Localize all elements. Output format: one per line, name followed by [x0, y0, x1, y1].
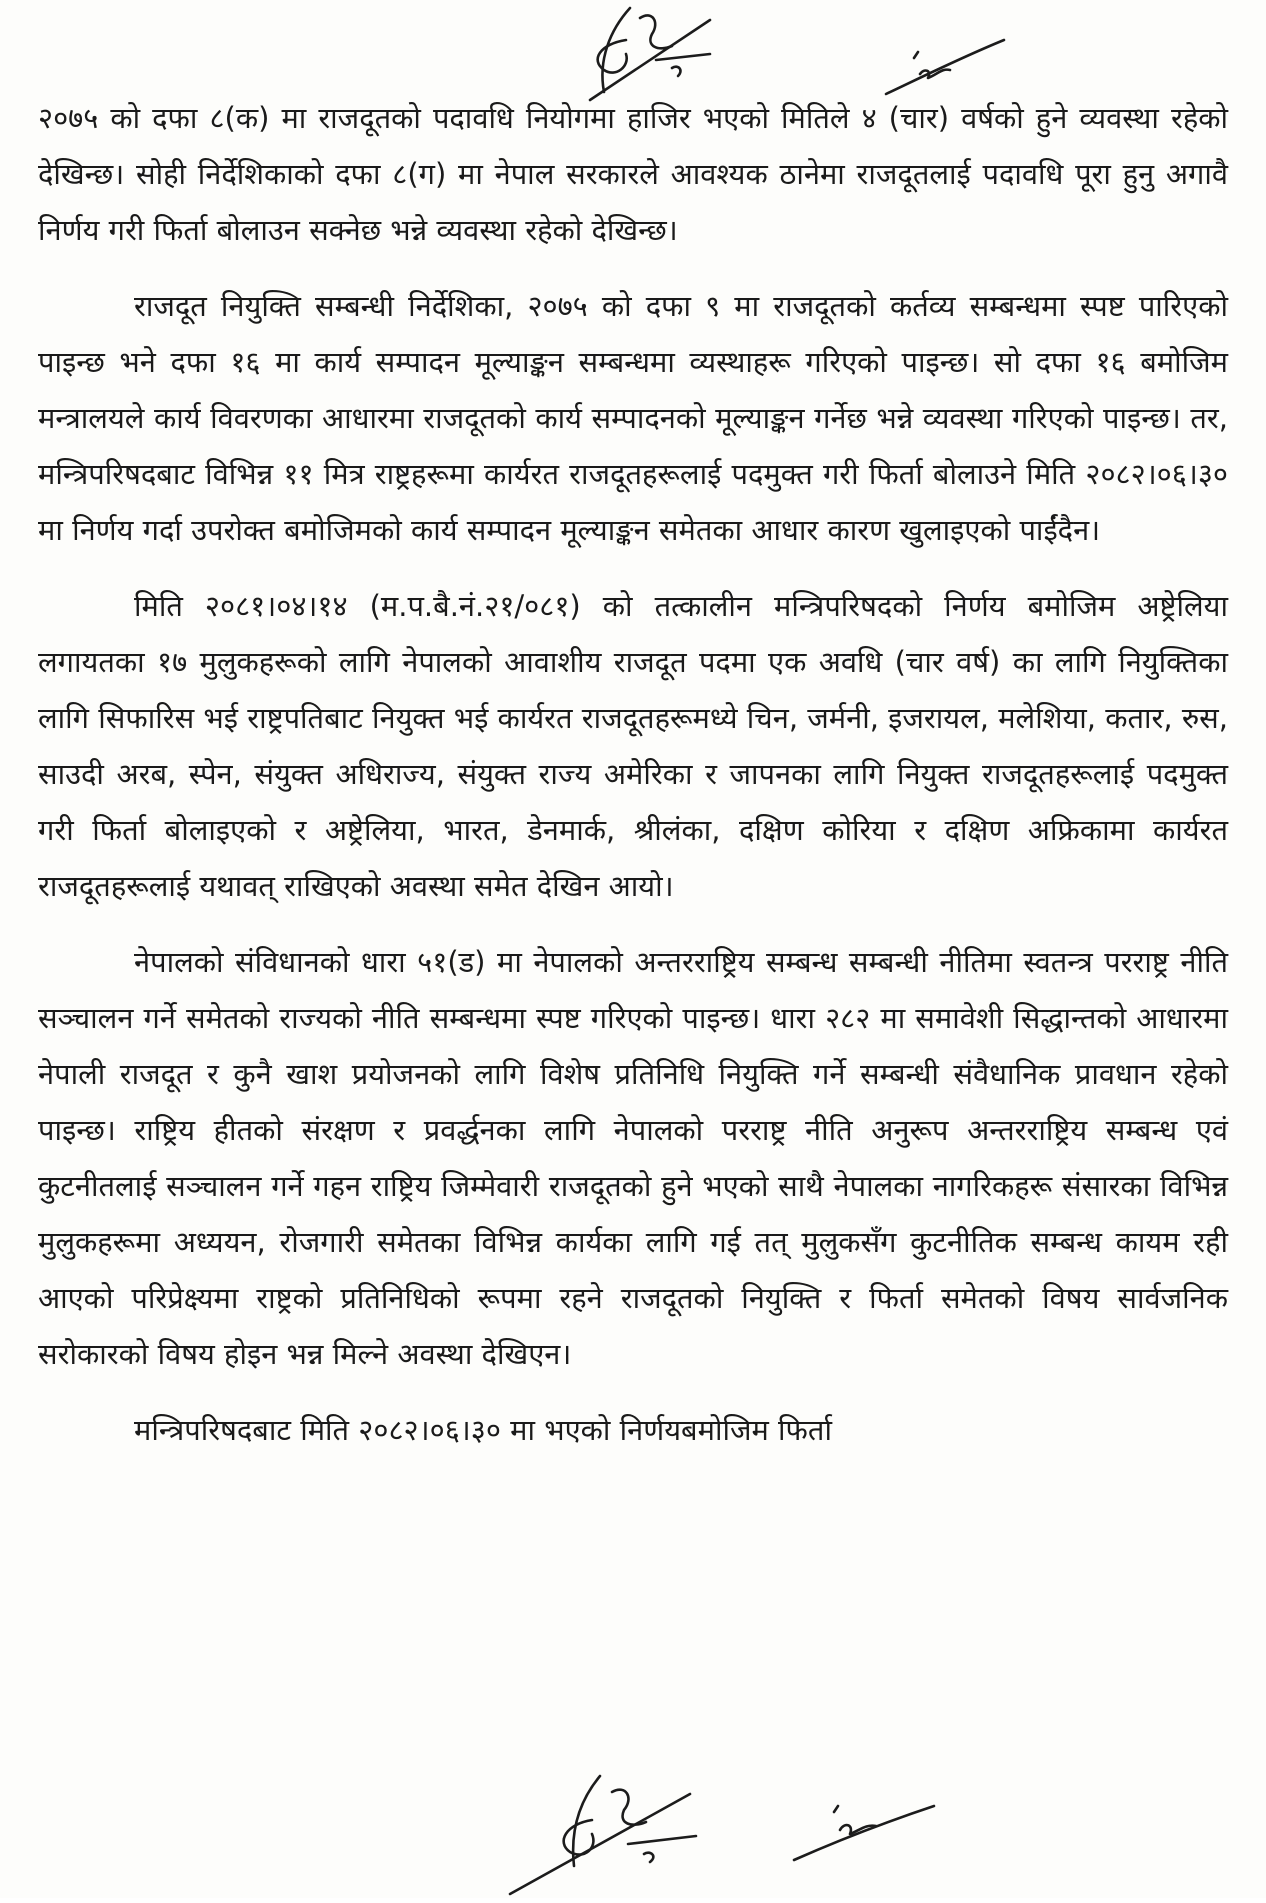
paragraph-1: २०७५ को दफा ८(क) मा राजदूतको पदावधि नियोगमा हाजिर भएको मितिले ४ (चार) वर्षको हुने व्यवस्था रहेको देखिन्छ। सोही निर्देशिकाको दफा ८(ग) मा नेपाल सरकारले आवश्यक ठानेमा राजदूतलाई पदावधि पूरा हुनु अगावै निर्णय गरी फिर्ता बोलाउन सक्नेछ भन्ने व्यवस्था रहेको देखिन्छ। — [38, 101, 1228, 247]
signature-bottom-left — [500, 1770, 710, 1898]
signature-bottom-right — [790, 1790, 940, 1870]
paragraph-5: मन्त्रिपरिषदबाट मिति २०८२।०६।३० मा भएको निर्णयबमोजिम फिर्ता — [134, 1413, 832, 1447]
paragraph-2: राजदूत नियुक्ति सम्बन्धी निर्देशिका, २०७५ को दफा ९ मा राजदूतको कर्तव्य सम्बन्धमा स्पष्ट पारिएको पाइन्छ भने दफा १६ मा कार्य सम्पादन मूल्याङ्कन सम्बन्धमा व्यस्थाहरू गरिएको पाइन्छ। सो दफा १६ बमोजिम मन्त्रालयले कार्य विवरणका आधारमा राजदूतको कार्य सम्पादनको मूल्याङ्कन गर्नेछ भन्ने व्यवस्था गरिएको पाइन्छ। तर, मन्त्रिपरिषदबाट विभिन्न ११ मित्र राष्ट्रहरूमा कार्यरत राजदूतहरूलाई पदमुक्त गरी फिर्ता बोलाउने मिति २०८२।०६।३० मा निर्णय गर्दा उपरोक्त बमोजिमको कार्य सम्पादन मूल्याङ्कन समेतका आधार कारण खुलाइएको पाईंदैन। — [38, 289, 1228, 547]
paragraph-3: मिति २०८१।०४।१४ (म.प.बै.नं.२१/०८१) को तत्कालीन मन्त्रिपरिषदको निर्णय बमोजिम अष्ट्रेलिया लगायतका १७ मुलुकहरूको लागि नेपालको आवाशीय राजदूत पदमा एक अवधि (चार वर्ष) का लागि नियुक्तिका लागि सिफारिस भई राष्ट्रपतिबाट नियुक्त भई कार्यरत राजदूतहरूमध्ये चिन, जर्मनी, इजरायल, मलेशिया, कतार, रुस, साउदी अरब, स्पेन, संयुक्त अधिराज्य, संयुक्त राज्य अमेरिका र जापनका लागि नियुक्त राजदूतहरूलाई पदमुक्त गरी फिर्ता बोलाइएको र अष्ट्रेलिया, भारत, डेनमार्क, श्रीलंका, दक्षिण कोरिया र दक्षिण अफ्रिकामा कार्यरत राजदूतहरूलाई यथावत् राखिएको अवस्था समेत देखिन आयो। — [38, 589, 1228, 903]
paragraph-4: नेपालको संविधानको धारा ५१(ड) मा नेपालको अन्तरराष्ट्रिय सम्बन्ध सम्बन्धी नीतिमा स्वतन्त्र परराष्ट्र नीति सञ्चालन गर्ने समेतको राज्यको नीति सम्बन्धमा स्पष्ट गरिएको पाइन्छ। धारा २८२ मा समावेशी सिद्धान्तको आधारमा नेपाली राजदूत र कुनै खाश प्रयोजनको लागि विशेष प्रतिनिधि नियुक्ति गर्ने सम्बन्धी संवैधानिक प्रावधान रहेको पाइन्छ। राष्ट्रिय हीतको संरक्षण र प्रवर्द्धनका लागि नेपालको परराष्ट्र नीति अनुरूप अन्तरराष्ट्रिय सम्बन्ध एवं कुटनीतलाई सञ्चालन गर्ने गहन राष्ट्रिय जिम्मेवारी राजदूतको हुने भएको साथै नेपालका नागरिकहरू संसारका विभिन्न मुलुकहरूमा अध्ययन, रोजगारी समेतका विभिन्न कार्यका लागि गई तत् मुलुकसँग कुटनीतिक सम्बन्ध कायम रही आएको परिप्रेक्ष्यमा राष्ट्रको प्रतिनिधिको रूपमा रहने राजदूतको नियुक्ति र फिर्ता समेतको विषय सार्वजनिक सरोकारको विषय होइन भन्न मिल्ने अवस्था देखिएन। — [38, 945, 1228, 1371]
document-body — [38, 90, 1228, 1478]
